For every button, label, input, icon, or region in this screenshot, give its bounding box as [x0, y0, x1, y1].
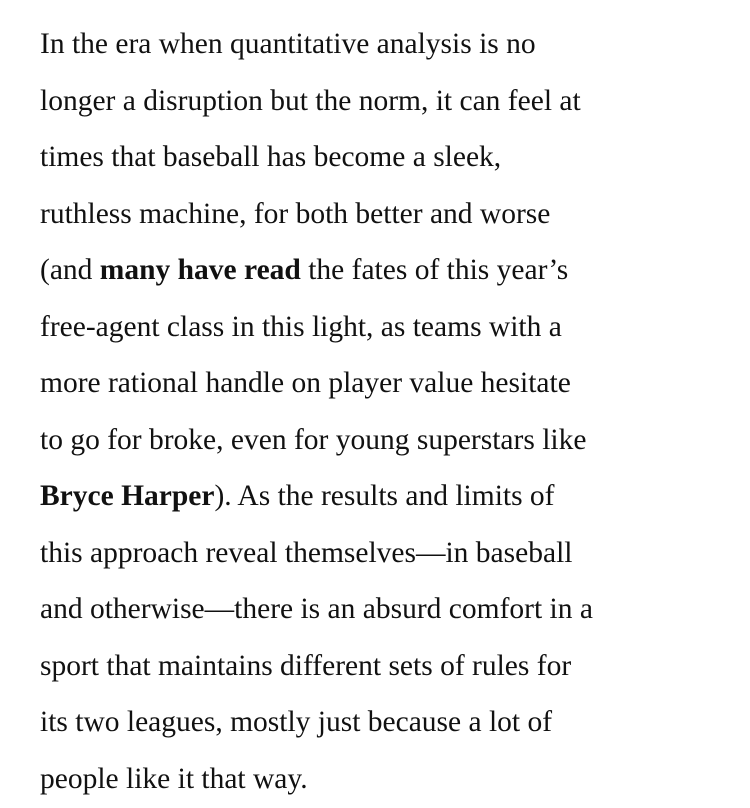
text-line: In the era when quantitative analysis is no: [40, 28, 536, 60]
link-many-have-read[interactable]: many have read: [99, 254, 301, 286]
text-segment: (and: [40, 254, 100, 286]
article-paragraph: [40, 16, 740, 807]
text-line: ruthless machine, for both better and worse: [40, 197, 551, 230]
text-line: free-agent class in this light, as teams with a: [40, 310, 562, 343]
text-line: longer a disruption but the norm, it can feel at: [40, 84, 581, 117]
text-line: times that baseball has become a sleek,: [40, 141, 502, 173]
link-bryce-harper[interactable]: Bryce Harper: [40, 480, 215, 512]
text-segment: ). As the results and limits of: [214, 480, 555, 512]
text-line: more rational handle on player value hesitate: [40, 367, 571, 399]
text-line: [40, 242, 740, 299]
text-line: its two leagues, mostly just because a lot of: [40, 706, 553, 738]
text-segment: the fates of this year’s: [300, 254, 569, 286]
text-line: [40, 468, 740, 525]
text-line: to go for broke, even for young superstars like: [40, 423, 587, 456]
text-line: and otherwise—there is an absurd comfort in a: [40, 593, 593, 625]
text-line: this approach reveal themselves—in baseball: [40, 536, 573, 569]
text-line: sport that maintains different sets of rules for: [40, 649, 572, 682]
text-line: people like it that way.: [40, 762, 308, 795]
